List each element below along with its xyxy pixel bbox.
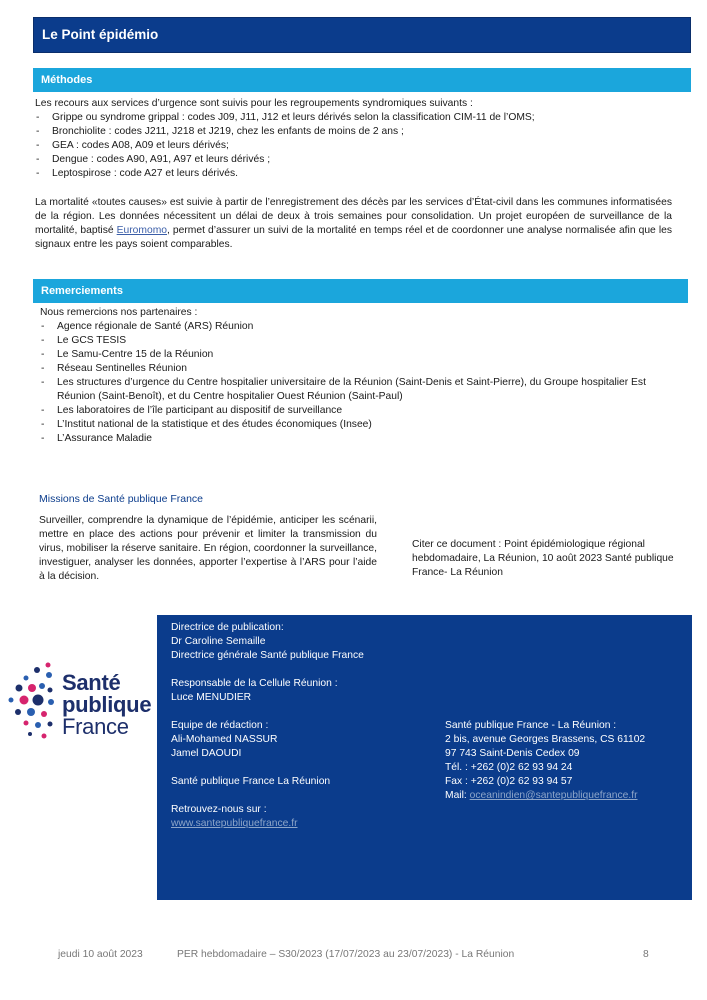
directrice-name: Dr Caroline Semaille	[171, 636, 266, 647]
list-item: - Les structures d’urgence du Centre hospitalier universitaire de la Réunion (Saint-Denis et Saint-Pierre), du Groupe hospitalier Est Réunion (Saint-Benoît), et du Centre hospitalier Ouest Réunion (Saint-Paul)	[40, 376, 675, 404]
list-item: - Le GCS TESIS	[40, 334, 675, 348]
logo-line-1: Santé	[62, 670, 121, 695]
methodes-intro: Les recours aux services d’urgence sont suivis pour les regroupements syndromiques suivants :	[35, 98, 473, 109]
equipe-label: Equipe de rédaction :	[171, 720, 269, 731]
mortality-text-end: , permet d’assurer un suivi de la mortalité en temps réel et de coordonner une analyse normalisée afin que les signaux entre les pays soient comparables.	[35, 225, 672, 250]
page-title: Le Point épidémio	[42, 27, 159, 42]
remerciements-intro: Nous remercions nos partenaires :	[40, 307, 198, 318]
email-link[interactable]: oceanindien@santepubliquefrance.fr	[469, 790, 638, 801]
equipe-member: Ali-Mohamed NASSUR	[171, 734, 278, 745]
list-item: - Leptospirose : code A27 et leurs dérivés.	[35, 167, 675, 181]
list-item: - L’Institut national de la statistique et des études économiques (Insee)	[40, 418, 675, 432]
publication-info-box	[157, 615, 692, 900]
page-title-bar	[33, 17, 691, 53]
methodes-heading: Méthodes	[41, 74, 93, 86]
retrouvez-label: Retrouvez-nous sur :	[171, 804, 267, 815]
remerciements-body	[40, 306, 675, 446]
mortality-text-start: La mortalité «toutes causes» est suivie à partir de l’enregistrement des décès par les services d’État-civil dans les communes informatisées de la région. Les données nécessitent un délai de deux à trois semaines pour consolidation. Un projet européen de surveillance de la mortalité, baptisé	[35, 197, 672, 236]
page-number: 8	[643, 949, 649, 960]
list-item: - Bronchiolite : codes J211, J218 et J219, chez les enfants de moins de 2 ans ;	[35, 125, 675, 139]
logo-wordmark	[62, 672, 151, 738]
methodes-section-bar	[33, 68, 691, 92]
partners-list	[40, 320, 675, 446]
footer-publication: PER hebdomadaire – S30/2023 (17/07/2023 au 23/07/2023) - La Réunion	[177, 949, 515, 960]
list-item: - GEA : codes A08, A09 et leurs dérivés;	[35, 139, 675, 153]
directrice-label: Directrice de publication:	[171, 622, 284, 633]
mail-label: Mail:	[445, 790, 470, 801]
address-title: Santé publique France - La Réunion :	[445, 720, 617, 731]
directrice-role: Directrice générale Santé publique France	[171, 650, 364, 661]
mortality-paragraph	[35, 196, 672, 252]
fax: Fax : +262 (0)2 62 93 94 57	[445, 776, 573, 787]
responsable-name: Luce MENUDIER	[171, 692, 252, 703]
list-item: - Dengue : codes A90, A91, A97 et leurs dérivés ;	[35, 153, 675, 167]
remerciements-heading: Remerciements	[41, 285, 123, 297]
methodes-body	[35, 97, 675, 181]
syndromes-list	[35, 111, 675, 181]
remerciements-section-bar	[33, 279, 688, 303]
list-item: - Le Samu-Centre 15 de la Réunion	[40, 348, 675, 362]
citation-text: Citer ce document : Point épidémiologique régional hebdomadaire, La Réunion, 10 août 2023 Santé publique France- La Réunion	[412, 539, 674, 578]
list-item: - Réseau Sentinelles Réunion	[40, 362, 675, 376]
footer-date: jeudi 10 août 2023	[58, 949, 143, 960]
euromomo-link[interactable]: Euromomo	[116, 225, 168, 236]
telephone: Tél. : +262 (0)2 62 93 94 24	[445, 762, 573, 773]
missions-title: Missions de Santé publique France	[39, 493, 204, 505]
logo-line-2: publique	[62, 692, 152, 717]
responsable-label: Responsable de la Cellule Réunion :	[171, 678, 338, 689]
address-line: 2 bis, avenue Georges Brassens, CS 61102	[445, 734, 646, 745]
list-item: - Agence régionale de Santé (ARS) Réunion	[40, 320, 675, 334]
publication-credits	[171, 621, 421, 831]
list-item: - L’Assurance Maladie	[40, 432, 675, 446]
address-line: 97 743 Saint-Denis Cedex 09	[445, 748, 580, 759]
equipe-member: Jamel DAOUDI	[171, 748, 242, 759]
list-item: - Les laboratoires de l’île participant au dispositif de surveillance	[40, 404, 675, 418]
logo-line-3: France	[62, 714, 129, 739]
contact-address	[445, 719, 685, 803]
missions-text: Surveiller, comprendre la dynamique de l’épidémie, anticiper les scénarii, mettre en place des actions pour prévenir et limiter la transmission du virus, mobiliser la réserve sanitaire. En région, coordonner la surveillance, investiguer, analyser les données, apporter l’expertise à l’ARS pour l’aide à la décision.	[39, 515, 377, 582]
list-item: - Grippe ou syndrome grippal : codes J09, J11, J12 et leurs dérivés selon la classification CIM-11 de l’OMS;	[35, 111, 675, 125]
organisation-name: Santé publique France La Réunion	[171, 776, 331, 787]
website-link[interactable]: www.santepubliquefrance.fr	[171, 818, 298, 829]
